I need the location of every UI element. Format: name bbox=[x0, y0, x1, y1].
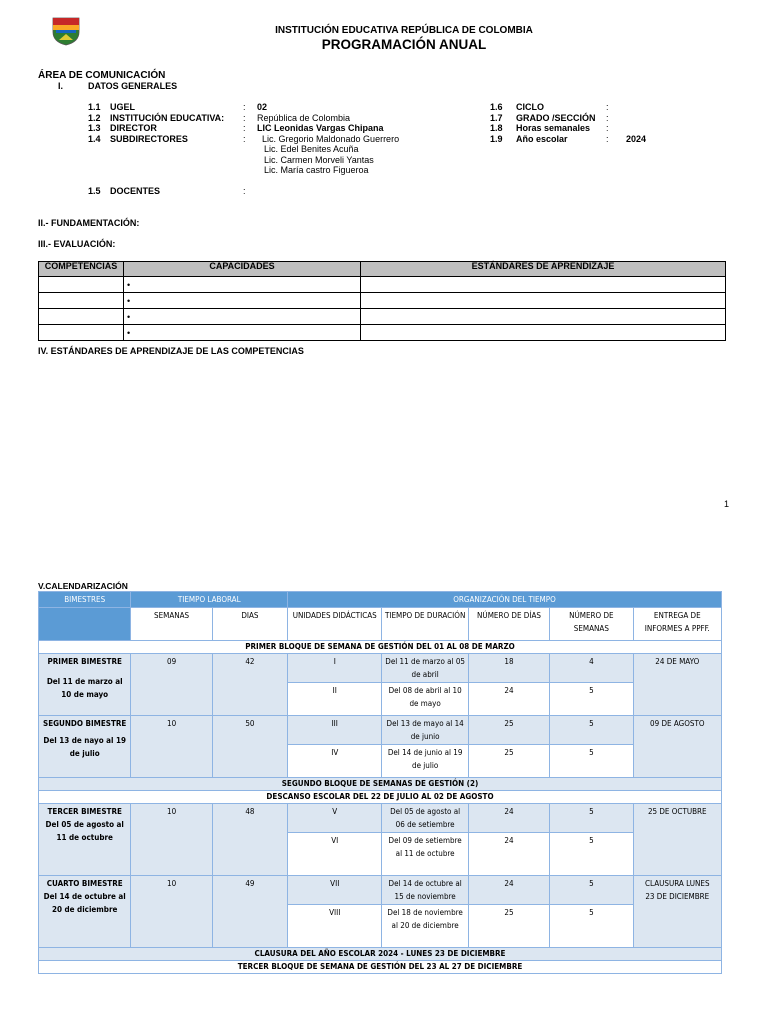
band-row bbox=[39, 778, 722, 791]
table-cell bbox=[361, 309, 726, 325]
table-row bbox=[39, 876, 722, 905]
col-header-dias: DIAS bbox=[212, 608, 287, 641]
bimestre-name: PRIMER BIMESTRE bbox=[47, 657, 122, 666]
num-semanas-cell: 5 bbox=[550, 683, 633, 716]
col-header-unidades: UNIDADES DIDÁCTICAS bbox=[288, 608, 382, 641]
row-value: LIC Leonidas Vargas Chipana bbox=[257, 123, 384, 133]
num-dias-cell: 18 bbox=[468, 654, 549, 683]
table-cell bbox=[361, 277, 726, 293]
unidad-cell: IV bbox=[288, 745, 382, 778]
row-label: GRADO /SECCIÓN bbox=[516, 112, 596, 123]
table-cell bbox=[361, 325, 726, 341]
row-num: 1.7 bbox=[490, 112, 503, 123]
datos-row-subdirectores bbox=[88, 134, 399, 145]
row-label: Año escolar bbox=[516, 133, 568, 144]
num-dias-cell: 25 bbox=[468, 905, 549, 948]
page-title: PROGRAMACIÓN ANUAL bbox=[321, 37, 487, 52]
col-header-num-semanas: NÚMERO DE SEMANAS bbox=[550, 608, 633, 641]
duracion-cell: Del 13 de mayo al 14 de junio bbox=[382, 716, 468, 745]
row-num: 1.1 bbox=[88, 102, 101, 112]
band-row bbox=[39, 641, 722, 654]
table-cell bbox=[39, 325, 124, 341]
num-semanas-cell: 5 bbox=[550, 833, 633, 876]
datos-row-institucion bbox=[88, 113, 399, 124]
institution-name: INSTITUCIÓN EDUCATIVA REPÚBLICA DE COLOMBIA bbox=[275, 25, 533, 36]
datos-row-anio bbox=[490, 134, 646, 145]
duracion-cell: Del 18 de noviembre al 20 de diciembre bbox=[382, 905, 468, 948]
datos-row-ciclo bbox=[490, 102, 646, 113]
bimestre-cell bbox=[39, 804, 131, 876]
row-label: UGEL bbox=[110, 102, 136, 112]
table-row bbox=[39, 654, 722, 683]
semanas-cell: 10 bbox=[131, 804, 212, 876]
row-num: 1.5 bbox=[88, 186, 101, 196]
table-row bbox=[39, 325, 726, 341]
informe-cell: 25 DE OCTUBRE bbox=[633, 804, 721, 876]
bimestre-name: TERCER BIMESTRE bbox=[47, 807, 122, 816]
unidad-cell: V bbox=[288, 804, 382, 833]
col-header-capacidades: CAPACIDADES bbox=[124, 262, 361, 277]
row-colon: : bbox=[606, 102, 609, 112]
evaluation-table bbox=[38, 261, 726, 341]
calendar-header-row bbox=[39, 592, 722, 608]
row-colon: : bbox=[243, 133, 246, 144]
row-label: DOCENTES bbox=[110, 186, 161, 196]
num-dias-cell: 24 bbox=[468, 683, 549, 716]
bimestre-range: Del 13 de nayo al 19 de julio bbox=[43, 736, 126, 758]
bimestre-range: Del 11 de marzo al 10 de mayo bbox=[46, 677, 123, 699]
col-header-bimestres: BIMESTRES bbox=[39, 592, 131, 608]
dias-cell: 50 bbox=[212, 716, 287, 778]
calendar-subheader-row bbox=[39, 608, 722, 641]
table-row bbox=[39, 309, 726, 325]
num-semanas-cell: 4 bbox=[550, 654, 633, 683]
bimestre-cell bbox=[39, 876, 131, 948]
row-colon: : bbox=[243, 102, 246, 112]
duracion-cell: Del 05 de agosto al 06 de setiembre bbox=[382, 804, 468, 833]
unidad-cell: III bbox=[288, 716, 382, 745]
num-semanas-cell: 5 bbox=[550, 804, 633, 833]
section-4-title: IV. ESTÁNDARES DE APRENDIZAJE DE LAS COMPETENCIAS bbox=[38, 346, 304, 356]
duracion-cell: Del 09 de setiembre al 11 de octubre bbox=[382, 833, 468, 876]
unidad-cell: VI bbox=[288, 833, 382, 876]
band-segundo-bloque: SEGUNDO BLOQUE DE SEMANAS DE GESTIÓN (2) bbox=[39, 778, 722, 791]
area-title: ÁREA DE COMUNICACIÓN bbox=[38, 70, 166, 81]
row-colon: : bbox=[606, 123, 609, 133]
unidad-cell: VII bbox=[288, 876, 382, 905]
bimestre-name: SEGUNDO BIMESTRE bbox=[43, 719, 127, 728]
bimestre-range: Del 05 de agosto al 11 de octubre bbox=[45, 820, 124, 842]
datos-row-horas bbox=[490, 123, 646, 134]
semanas-cell: 10 bbox=[131, 876, 212, 948]
table-row bbox=[39, 804, 722, 833]
num-semanas-cell: 5 bbox=[550, 876, 633, 905]
row-label: INSTITUCIÓN EDUCATIVA: bbox=[110, 112, 225, 123]
unidad-cell: II bbox=[288, 683, 382, 716]
row-colon: : bbox=[243, 186, 246, 196]
table-cell: • bbox=[124, 277, 361, 293]
dias-cell: 42 bbox=[212, 654, 287, 716]
section-3-title: III.- EVALUACIÓN: bbox=[38, 239, 116, 249]
table-row bbox=[39, 293, 726, 309]
section-1-num: I. bbox=[58, 81, 64, 91]
num-semanas-cell: 5 bbox=[550, 745, 633, 778]
col-header-tiempo-laboral: TIEMPO LABORAL bbox=[131, 592, 288, 608]
col-header-duracion: TIEMPO DE DURACIÓN bbox=[382, 608, 468, 641]
band-descanso: DESCANSO ESCOLAR DEL 22 DE JULIO AL 02 DE AGOSTO bbox=[39, 791, 722, 804]
num-semanas-cell: 5 bbox=[550, 716, 633, 745]
num-dias-cell: 25 bbox=[468, 745, 549, 778]
unidad-cell: I bbox=[288, 654, 382, 683]
band-primer-bloque: PRIMER BLOQUE DE SEMANA DE GESTIÓN DEL 01 AL 08 DE MARZO bbox=[39, 641, 722, 654]
semanas-cell: 09 bbox=[131, 654, 212, 716]
num-dias-cell: 25 bbox=[468, 716, 549, 745]
datos-right bbox=[490, 102, 646, 144]
band-tercer-bloque: TERCER BLOQUE DE SEMANA DE GESTIÓN DEL 23 AL 27 DE DICIEMBRE bbox=[39, 961, 722, 974]
col-header-informes: ENTREGA DE INFORMES A PPFF. bbox=[633, 608, 721, 641]
row-num: 1.9 bbox=[490, 133, 503, 144]
row-value: 2024 bbox=[626, 133, 647, 144]
num-dias-cell: 24 bbox=[468, 804, 549, 833]
bimestre-cell bbox=[39, 654, 131, 716]
row-num: 1.6 bbox=[490, 102, 503, 112]
row-colon: : bbox=[243, 123, 246, 133]
row-colon: : bbox=[606, 133, 609, 144]
subdirector-name: Lic. María castro Figueroa bbox=[264, 165, 369, 175]
col-header-organizacion: ORGANIZACIÓN DEL TIEMPO bbox=[288, 592, 722, 608]
unidad-cell: VIII bbox=[288, 905, 382, 948]
duracion-cell: Del 11 de marzo al 05 de abril bbox=[382, 654, 468, 683]
row-value: 02 bbox=[257, 102, 268, 112]
duracion-cell: Del 14 de junio al 19 de julio bbox=[382, 745, 468, 778]
row-colon: : bbox=[606, 112, 609, 123]
band-row bbox=[39, 948, 722, 961]
col-header-competencias: COMPETENCIAS bbox=[39, 262, 124, 277]
table-cell: • bbox=[124, 325, 361, 341]
calendar-table bbox=[38, 591, 722, 974]
num-dias-cell: 24 bbox=[468, 833, 549, 876]
informe-cell: CLAUSURA LUNES 23 DE DICIEMBRE bbox=[633, 876, 721, 948]
band-clausura: CLAUSURA DEL AÑO ESCOLAR 2024 - LUNES 23 DE DICIEMBRE bbox=[39, 948, 722, 961]
row-label: Horas semanales bbox=[516, 123, 591, 133]
section-2-title: II.- FUNDAMENTACIÓN: bbox=[38, 218, 140, 228]
col-header-semanas: SEMANAS bbox=[131, 608, 212, 641]
row-label: CICLO bbox=[516, 102, 544, 112]
num-semanas-cell: 5 bbox=[550, 905, 633, 948]
table-cell bbox=[39, 277, 124, 293]
row-num: 1.3 bbox=[88, 123, 101, 133]
row-num: 1.4 bbox=[88, 133, 101, 144]
subdirector-name: Lic. Carmen Morveli Yantas bbox=[264, 154, 374, 165]
informe-cell: 09 DE AGOSTO bbox=[633, 716, 721, 778]
table-header-row bbox=[39, 262, 726, 277]
num-dias-cell: 24 bbox=[468, 876, 549, 905]
row-value: República de Colombia bbox=[257, 112, 351, 123]
header-blank bbox=[39, 608, 131, 641]
semanas-cell: 10 bbox=[131, 716, 212, 778]
bimestre-name: CUARTO BIMESTRE bbox=[46, 879, 123, 888]
duracion-cell: Del 14 de octubre al 15 de noviembre bbox=[382, 876, 468, 905]
table-cell: • bbox=[124, 293, 361, 309]
col-header-estandares: ESTÁNDARES DE APRENDIZAJE bbox=[361, 262, 726, 277]
subdirectores-list bbox=[88, 144, 399, 176]
table-cell: • bbox=[124, 309, 361, 325]
band-row bbox=[39, 961, 722, 974]
table-row bbox=[39, 716, 722, 745]
page-number: 1 bbox=[724, 499, 730, 509]
dias-cell: 49 bbox=[212, 876, 287, 948]
datos-left bbox=[88, 102, 399, 176]
duracion-cell: Del 08 de abril al 10 de mayo bbox=[382, 683, 468, 716]
spacer bbox=[41, 668, 128, 675]
row-num: 1.8 bbox=[490, 123, 503, 133]
bimestre-range: Del 14 de octubre al 20 de diciembre bbox=[43, 892, 126, 914]
datos-row-docentes bbox=[88, 186, 246, 197]
datos-row-ugel bbox=[88, 102, 399, 113]
table-cell bbox=[39, 293, 124, 309]
row-value: Lic. Gregorio Maldonado Guerrero bbox=[262, 133, 400, 144]
row-label: DIRECTOR bbox=[110, 123, 157, 133]
table-row bbox=[39, 277, 726, 293]
bimestre-cell bbox=[39, 716, 131, 778]
dias-cell: 48 bbox=[212, 804, 287, 876]
table-cell bbox=[39, 309, 124, 325]
row-colon: : bbox=[243, 112, 246, 123]
datos-row-director bbox=[88, 123, 399, 134]
row-label: SUBDIRECTORES bbox=[110, 133, 188, 144]
row-num: 1.2 bbox=[88, 112, 101, 123]
section-5-title: V.CALENDARIZACIÓN bbox=[38, 581, 128, 591]
col-header-num-dias: NÚMERO DE DÍAS bbox=[468, 608, 549, 641]
band-row bbox=[39, 791, 722, 804]
datos-row-grado bbox=[490, 113, 646, 124]
table-cell bbox=[361, 293, 726, 309]
section-1-title: DATOS GENERALES bbox=[88, 81, 178, 91]
subdirector-name: Lic. Edel Benites Acuña bbox=[264, 144, 359, 154]
informe-cell: 24 DE MAYO bbox=[633, 654, 721, 716]
